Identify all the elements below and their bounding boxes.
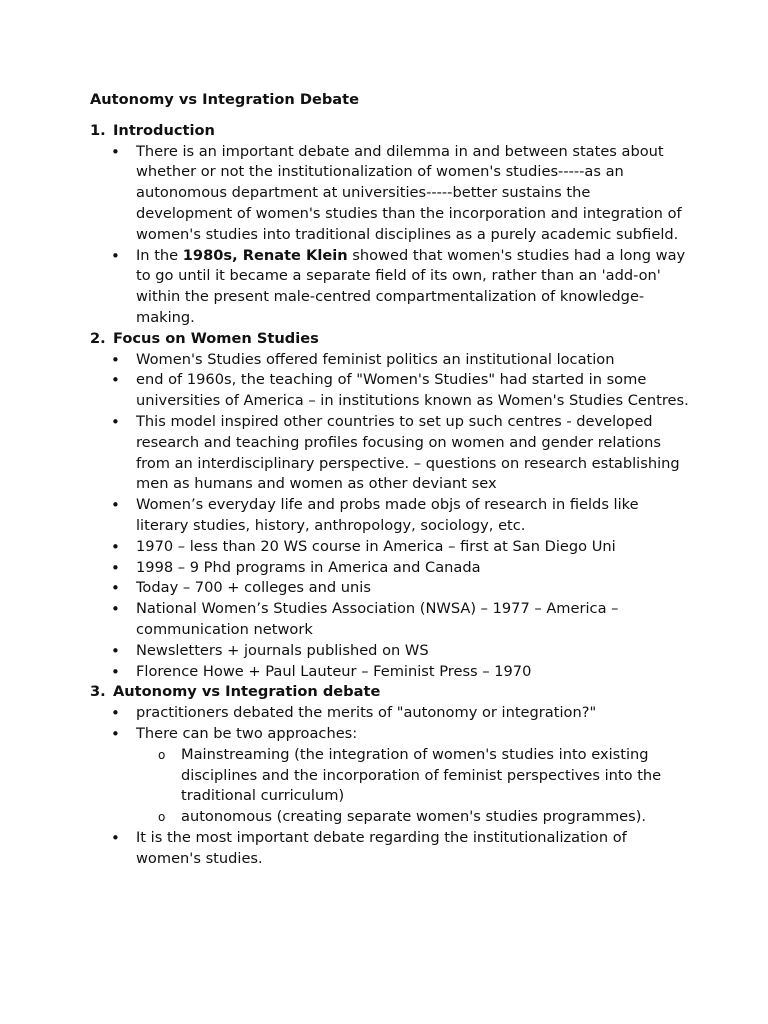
bullet-icon: • xyxy=(111,142,120,161)
section-heading-introduction xyxy=(90,121,690,142)
list-item xyxy=(111,350,690,371)
bullet-list xyxy=(90,350,690,683)
bullet-icon: • xyxy=(111,558,120,577)
section-title: Focus on Women Studies xyxy=(113,329,319,347)
sub-bullet-icon: o xyxy=(158,747,166,762)
list-item-text: practitioners debated the merits of "autonomy or integration?" xyxy=(136,704,597,722)
section-heading-focus-on-women-studies xyxy=(90,329,690,350)
document-title: Autonomy vs Integration Debate xyxy=(90,91,360,108)
bullet-icon: • xyxy=(111,704,120,723)
list-item xyxy=(111,142,690,246)
list-item xyxy=(111,495,690,537)
list-item-text: Florence Howe + Paul Lauteur – Feminist Press – 1970 xyxy=(136,662,532,680)
section-heading-autonomy-vs-integration xyxy=(90,682,690,703)
list-item-text: end of 1960s, the teaching of "Women's Studies" had started in some universities of America – in institutions known as Women's Studies Centres. xyxy=(136,371,689,410)
list-item-text: This model inspired other countries to set up such centres - developed research and teaching profiles focusing on women and gender relations from an interdisciplinary perspective. – questions on research establishing men as humans and women as other deviant sex xyxy=(136,412,680,493)
bullet-icon: • xyxy=(111,724,120,743)
sub-bullet-icon: o xyxy=(158,810,166,825)
bullet-list xyxy=(90,142,690,329)
sub-list-item xyxy=(158,807,690,828)
list-item xyxy=(111,558,690,579)
bullet-list xyxy=(90,703,690,869)
list-item-text: 1970 – less than 20 WS course in America – first at San Diego Uni xyxy=(136,537,616,555)
list-item xyxy=(111,641,690,662)
bullet-icon: • xyxy=(111,371,120,390)
list-item xyxy=(111,662,690,683)
bullet-icon: • xyxy=(111,412,120,431)
bullet-icon: • xyxy=(111,537,120,556)
list-item xyxy=(111,599,690,641)
list-item-text: National Women’s Studies Association (NWSA) – 1977 – America – communication network xyxy=(136,600,619,638)
sub-list-item-text: autonomous (creating separate women's studies programmes). xyxy=(181,808,647,826)
list-item xyxy=(111,412,690,495)
list-item-text-suffix: showed that women's studies had a long way to go until it became a separate field of its own, rather than an 'add-on' within the present male-centred compartmentalization of knowledge-making. xyxy=(136,246,686,326)
list-item xyxy=(111,246,690,329)
list-item xyxy=(111,537,690,558)
bullet-icon: • xyxy=(111,828,120,847)
section-title: Introduction xyxy=(113,121,215,139)
list-item-text: It is the most important debate regarding the institutionalization of women's studies. xyxy=(136,828,627,867)
section-number: 3. xyxy=(90,683,106,701)
sub-bullet-list xyxy=(136,745,690,828)
list-item-bold-text: 1980s, Renate Klein xyxy=(182,246,348,264)
list-item-text: Women's Studies offered feminist politics an institutional location xyxy=(136,350,615,368)
list-item xyxy=(111,828,690,870)
list-item xyxy=(111,703,690,724)
list-item-text: Newsletters + journals published on WS xyxy=(136,641,429,659)
section-title: Autonomy vs Integration debate xyxy=(113,683,381,701)
sub-list-item-text: Mainstreaming (the integration of women's studies into existing disciplines and the incorporation of feminist perspectives into the traditional curriculum) xyxy=(181,745,662,805)
bullet-icon: • xyxy=(111,662,120,681)
bullet-icon: • xyxy=(111,579,120,598)
section-number: 1. xyxy=(90,121,106,139)
list-item-text: There can be two approaches: xyxy=(136,724,358,742)
sub-list-item xyxy=(158,745,690,807)
list-item-text: Women’s everyday life and probs made objs of research in fields like literary studies, history, anthropology, sociology, etc. xyxy=(136,496,639,534)
list-item xyxy=(111,578,690,599)
list-item-text: Today – 700 + colleges and unis xyxy=(136,579,371,597)
list-item-text: 1998 – 9 Phd programs in America and Canada xyxy=(136,558,481,576)
list-item xyxy=(111,370,690,412)
list-item-text-prefix: In the xyxy=(136,246,183,264)
list-item-text: There is an important debate and dilemma in and between states about whether or not the institutionalization of women's studies-----as an autonomous department at universities-----better sustains the development of women's studies than the incorporation and integration of women's studies into traditional disciplines as a purely academic subfield. xyxy=(136,142,682,243)
bullet-icon: • xyxy=(111,641,120,660)
list-item xyxy=(111,724,690,828)
bullet-icon: • xyxy=(111,496,120,515)
section-number: 2. xyxy=(90,329,106,347)
bullet-icon: • xyxy=(111,350,120,369)
document-page xyxy=(90,90,690,869)
bullet-icon: • xyxy=(111,246,120,265)
bullet-icon: • xyxy=(111,600,120,619)
